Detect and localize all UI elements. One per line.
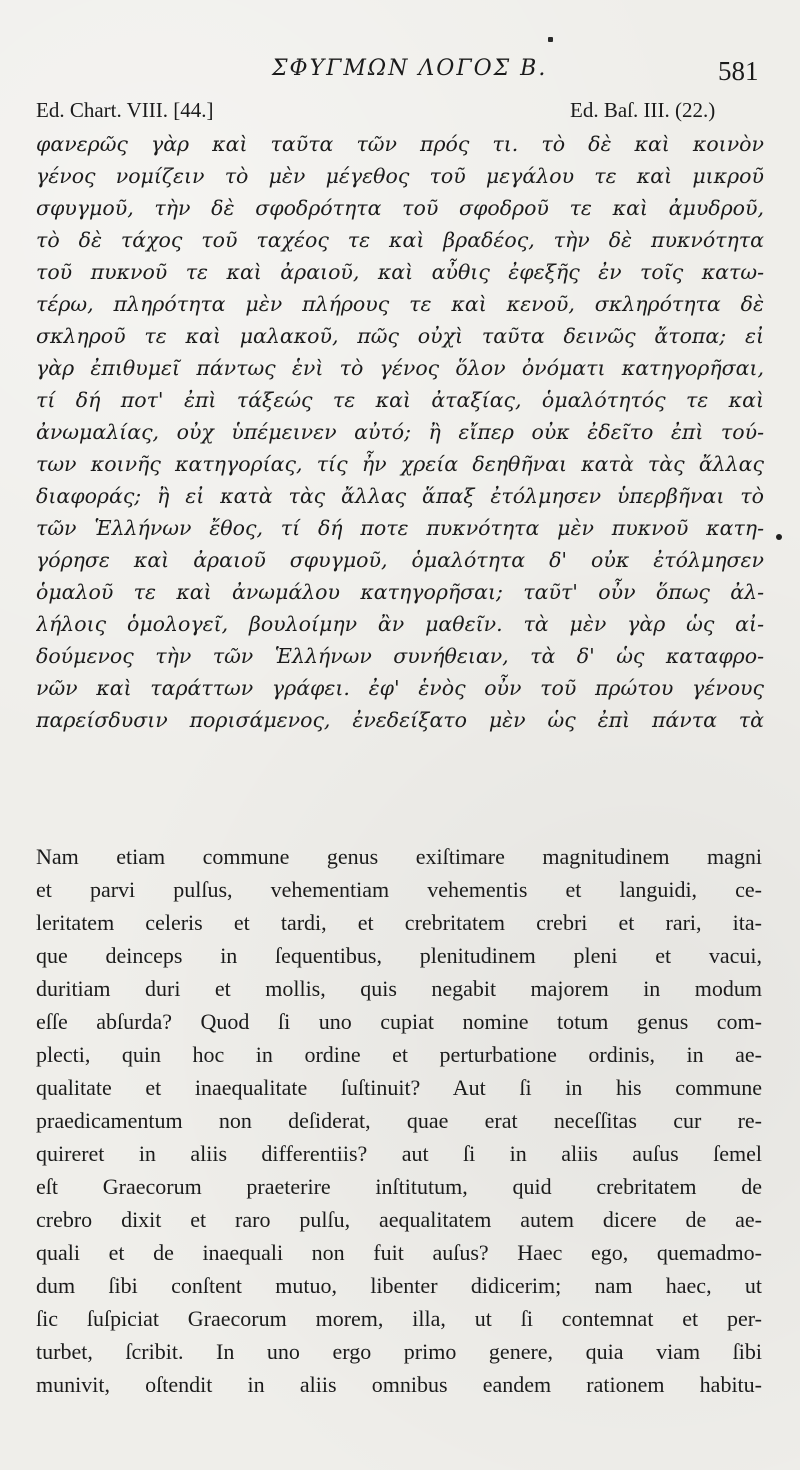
edition-chartier-reference: Ed. Chart. VIII. [44.] [36, 98, 214, 122]
latin-line: eſſe abſurda? Quod ſi uno cupiat nomine totum genus com- [36, 1009, 762, 1034]
latin-line: Nam etiam commune genus exiſtimare magnitudinem magni [36, 844, 762, 869]
greek-line: των κοινῆς κατηγορίας, τίς ἦν χρεία δεηθῆναι κατὰ τὰς ἄλλας [36, 452, 764, 476]
greek-line: τέρω, πληρότητα μὲν πλήρους τε καὶ κενοῦ, σκληρότητα δὲ [36, 292, 764, 316]
edition-reference-line [0, 98, 800, 126]
margin-mark [776, 534, 782, 540]
greek-line: λήλοις ὁμολογεῖ, βουλοίμην ἂν μαθεῖν. τὰ μὲν γὰρ ὡς αἰ- [36, 612, 764, 636]
latin-line: quireret in aliis differentiis? aut ſi in aliis auſus ſemel [36, 1141, 762, 1166]
greek-line: σφυγμοῦ, τὴν δὲ σφοδρότητα τοῦ σφοδροῦ τε καὶ ἀμυδροῦ, [36, 196, 764, 220]
latin-line: dum ſibi conſtent mutuo, libenter didicerim; nam haec, ut [36, 1273, 762, 1298]
latin-line: plecti, quin hoc in ordine et perturbatione ordinis, in ae- [36, 1042, 762, 1067]
greek-line: φανερῶς γὰρ καὶ ταῦτα τῶν πρός τι. τὸ δὲ καὶ κοινὸν [36, 132, 764, 156]
latin-line: quali et de inaequali non fuit auſus? Haec ego, quemadmo- [36, 1240, 762, 1265]
latin-line: duritiam duri et mollis, quis negabit majorem in modum [36, 976, 762, 1001]
greek-line: νῶν καὶ ταράττων γράφει. ἐφ' ἑνὸς οὖν τοῦ πρώτου γένους [36, 676, 764, 700]
latin-line: et parvi pulſus, vehementiam vehementis et languidi, ce- [36, 877, 762, 902]
greek-line: ὁμαλοῦ τε καὶ ἀνωμάλου κατηγορῆσαι; ταῦτ' οὖν ὅπως ἀλ- [36, 580, 764, 604]
latin-line: crebro dixit et raro pulſu, aequalitatem autem dicere de ae- [36, 1207, 762, 1232]
ink-speck [548, 37, 553, 42]
greek-line: ἀνωμαλίας, οὐχ ὑπέμεινεν αὐτό; ἢ εἴπερ οὐκ ἐδεῖτο ἐπὶ τού- [36, 420, 764, 444]
greek-line: γὰρ ἐπιθυμεῖ πάντως ἑνὶ τὸ γένος ὅλον ὀνόματι κατηγορῆσαι, [36, 356, 764, 380]
greek-line: γόρησε καὶ ἀραιοῦ σφυγμοῦ, ὁμαλότητα δ' οὐκ ἐτόλμησεν [36, 548, 764, 572]
latin-line: leritatem celeris et tardi, et crebritatem crebri et rari, ita- [36, 910, 762, 935]
page-number: 581 [718, 56, 759, 86]
greek-line: γένος νομίζειν τὸ μὲν μέγεθος τοῦ μεγάλου τε καὶ μικροῦ [36, 164, 764, 188]
greek-line: σκληροῦ τε καὶ μαλακοῦ, πῶς οὐχὶ ταῦτα δεινῶς ἄτοπα; εἰ [36, 324, 764, 348]
greek-line: παρείσδυσιν πορισάμενος, ἐνεδείξατο μὲν ὡς ἐπὶ πάντα τὰ [36, 708, 764, 732]
greek-line: δούμενος τὴν τῶν Ἑλλήνων συνήθειαν, τὰ δ' ὡς καταφρο- [36, 644, 764, 668]
greek-line: τῶν Ἑλλήνων ἔθος, τί δή ποτε πυκνότητα μὲν πυκνοῦ κατη- [36, 516, 764, 540]
greek-line: τὸ δὲ τάχος τοῦ ταχέος τε καὶ βραδέος, τὴν δὲ πυκνότητα [36, 228, 764, 252]
latin-line: ſic ſuſpiciat Graecorum morem, illa, ut ſi contemnat et per- [36, 1306, 762, 1331]
greek-line: τοῦ πυκνοῦ τε καὶ ἀραιοῦ, καὶ αὖθις ἐφεξῆς ἐν τοῖς κατω- [36, 260, 764, 284]
running-title: ΣΦΥΓΜΩΝ ΛΟΓΟΣ Β. [272, 56, 548, 81]
latin-line: que deinceps in ſequentibus, plenitudinem pleni et vacui, [36, 943, 762, 968]
edition-basel-reference: Ed. Baſ. III. (22.) [570, 98, 716, 122]
greek-line: τί δή ποτ' ἐπὶ τάξεώς τε καὶ ἀταξίας, ὁμαλότητός τε καὶ [36, 388, 764, 412]
latin-line: turbet, ſcribit. In uno ergo primo genere, quia viam ſibi [36, 1339, 762, 1364]
running-head [0, 54, 800, 90]
latin-line: qualitate et inaequalitate ſuſtinuit? Aut ſi in his commune [36, 1075, 762, 1100]
latin-text-block [36, 840, 762, 1401]
latin-line: munivit, oſtendit in aliis omnibus eandem rationem habitu- [36, 1372, 762, 1397]
greek-text-block [36, 128, 764, 736]
latin-line: eſt Graecorum praeterire inſtitutum, quid crebritatem de [36, 1174, 762, 1199]
latin-line: praedicamentum non deſiderat, quae erat neceſſitas cur re- [36, 1108, 762, 1133]
greek-line: διαφοράς; ἢ εἰ κατὰ τὰς ἄλλας ἅπαξ ἐτόλμησεν ὑπερβῆναι τὸ [36, 484, 764, 508]
